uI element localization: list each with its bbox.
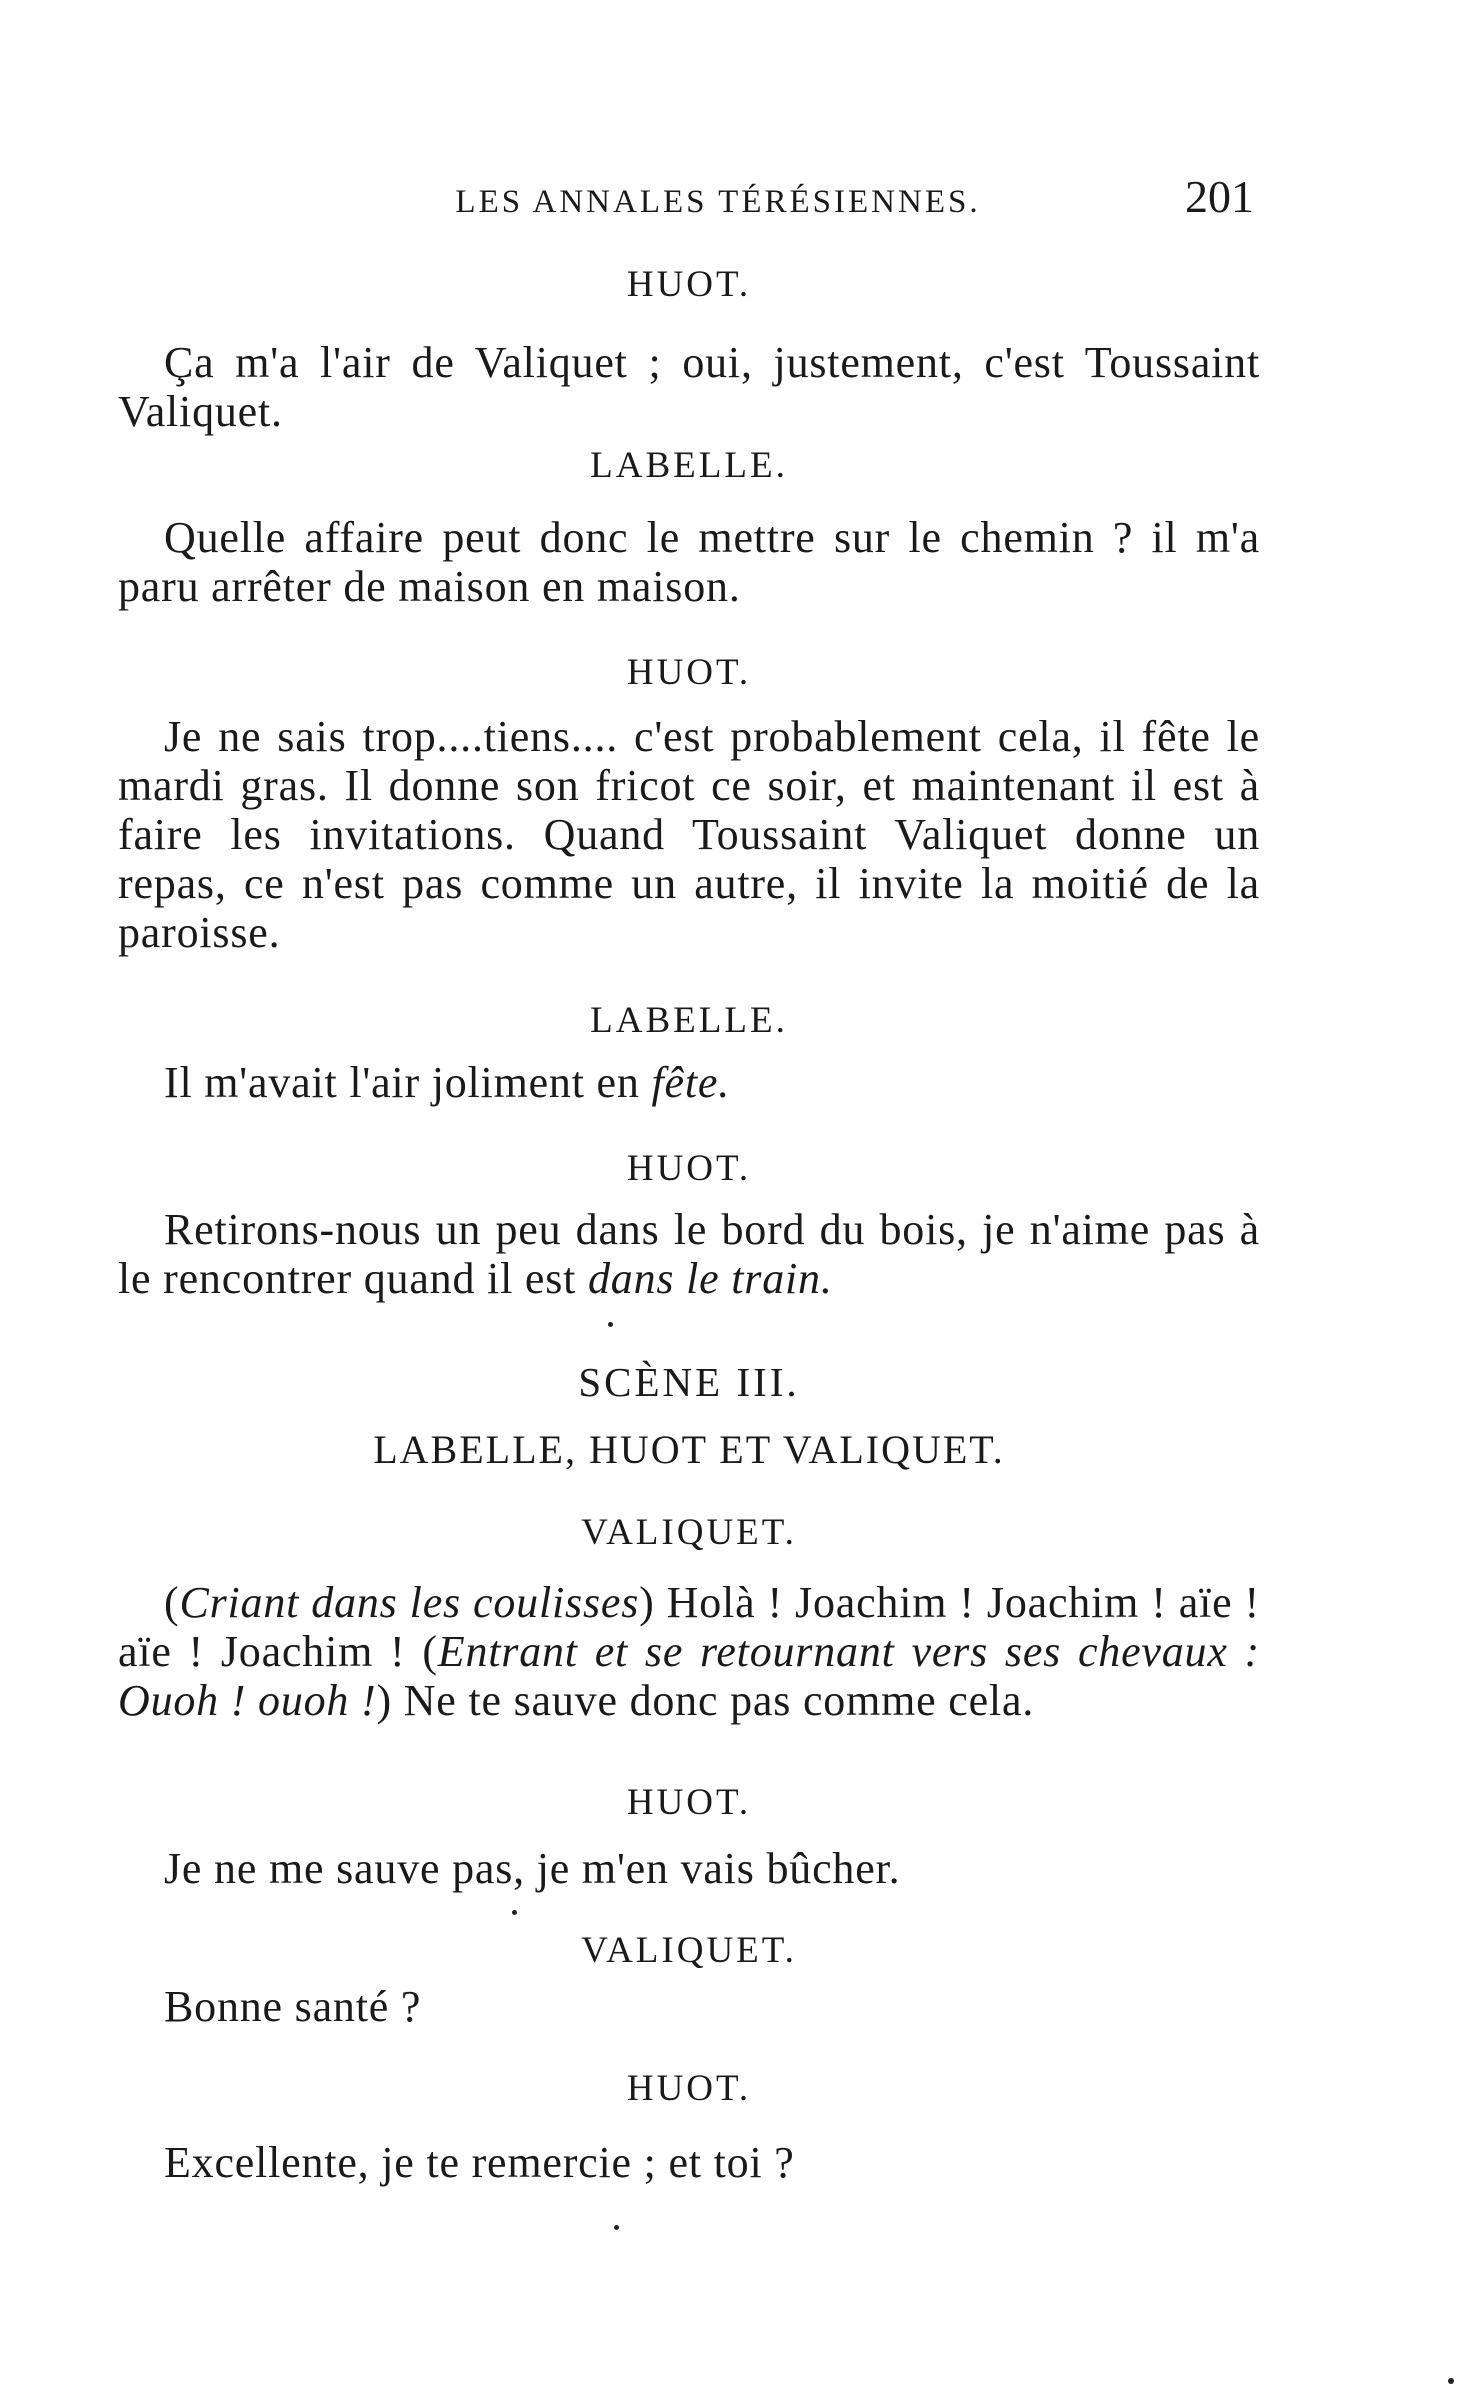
running-title: LES ANNALES TÉRÉSIENNES. <box>455 184 981 220</box>
italic-emphasis: fête. <box>651 1058 731 1107</box>
dialogue-paragraph: Quelle affaire peut donc le mettre sur le chemin ? il m'a paru arrêter de maison en maison. <box>118 513 1260 611</box>
stage-direction: Criant dans les coulisses <box>179 1578 640 1627</box>
page-number: 201 <box>1185 171 1254 222</box>
speaker-heading: VALIQUET. <box>581 1512 797 1553</box>
speaker-heading: HUOT. <box>626 1148 752 1189</box>
page-header <box>118 170 1260 230</box>
print-speck <box>608 1322 613 1327</box>
print-speck <box>512 1910 517 1915</box>
dialogue-paragraph: Il m'avait l'air joliment en fête. <box>164 1058 731 1107</box>
print-speck <box>1448 2378 1454 2384</box>
scene-cast-list: LABELLE, HUOT ET VALIQUET. <box>373 1427 1005 1472</box>
speaker-heading: VALIQUET. <box>581 1930 797 1971</box>
dialogue-paragraph: Je ne me sauve pas, je m'en vais bûcher. <box>164 1844 901 1893</box>
dialogue-paragraph: Excellente, je te remercie ; et toi ? <box>164 2138 795 2187</box>
speaker-heading: LABELLE. <box>590 445 788 486</box>
dialogue-paragraph: (Criant dans les coulisses) Holà ! Joachim ! Joachim ! aïe ! aïe ! Joachim ! (Entrant et se retournant vers ses chevaux : Ouoh ! ouoh !) Ne te sauve donc pas comme cela. <box>118 1578 1260 1725</box>
speaker-heading: HUOT. <box>626 1782 752 1823</box>
speaker-heading: LABELLE. <box>590 1000 788 1041</box>
print-speck <box>614 2225 619 2230</box>
scene-heading: SCÈNE III. <box>578 1359 800 1405</box>
speaker-heading: HUOT. <box>626 264 752 305</box>
speaker-heading: HUOT. <box>626 652 752 693</box>
dialogue-paragraph: Bonne santé ? <box>164 1982 422 2031</box>
dialogue-paragraph: Je ne sais trop....tiens.... c'est probablement cela, il fête le mardi gras. Il donne son fricot ce soir, et maintenant il est à faire les invitations. Quand Toussaint Valiquet donne un repas, ce n'est pas comme un autre, il invite la moitié de la paroisse. <box>118 712 1260 957</box>
dialogue-paragraph: Retirons-nous un peu dans le bord du bois, je n'aime pas à le rencontrer quand il est dans le train. <box>118 1205 1260 1303</box>
italic-emphasis: dans le train. <box>588 1254 833 1303</box>
speaker-heading: HUOT. <box>626 2068 752 2109</box>
stage-direction: Entrant et se retournant vers ses chevaux : Ouoh ! ouoh ! <box>118 1627 1260 1725</box>
dialogue-paragraph: Ça m'a l'air de Valiquet ; oui, justement, c'est Toussaint Valiquet. <box>118 338 1260 436</box>
